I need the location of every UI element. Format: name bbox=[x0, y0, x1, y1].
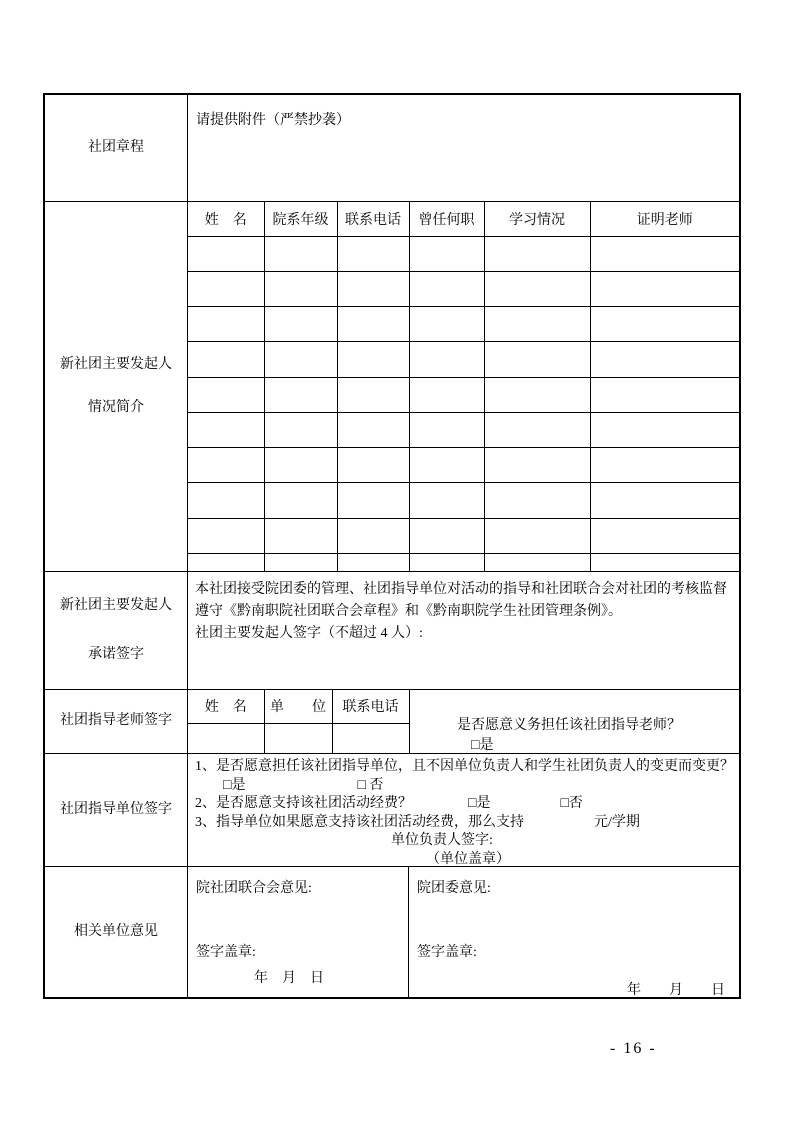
founders-pledge-label-line2: 承诺签字 bbox=[88, 646, 144, 662]
founders-input-cell[interactable] bbox=[188, 412, 264, 447]
founders-pledge-text bbox=[188, 572, 739, 645]
form-row-founders-intro bbox=[45, 202, 739, 572]
founders-empty-row bbox=[188, 342, 739, 377]
form-row-advisor-unit-sign bbox=[45, 754, 739, 867]
club-federation-sign-stamp-prompt: 签字盖章: bbox=[196, 945, 256, 960]
advisor-col-name: 姓 名 bbox=[188, 690, 264, 723]
founders-empty-row bbox=[188, 553, 739, 571]
founders-input-cell[interactable] bbox=[188, 553, 264, 571]
founders-input-cell[interactable] bbox=[484, 518, 590, 553]
club-registration-form-table bbox=[43, 93, 741, 999]
unit-stamp-prompt: （单位盖章） bbox=[195, 851, 510, 866]
founders-input-cell[interactable] bbox=[590, 236, 739, 271]
advisor-question-text: 是否愿意义务担任该社团指导老师？ bbox=[457, 718, 681, 733]
founders-input-cell[interactable] bbox=[337, 377, 409, 412]
founders-empty-row bbox=[188, 483, 739, 518]
related-opinions-label-text: 相关单位意见 bbox=[74, 923, 158, 939]
charter-content-cell[interactable] bbox=[188, 95, 739, 201]
advisor-unit-cell bbox=[188, 754, 739, 866]
founders-input-cell[interactable] bbox=[409, 236, 484, 271]
founders-input-cell[interactable] bbox=[337, 236, 409, 271]
founders-input-cell[interactable] bbox=[484, 448, 590, 483]
charter-row-label bbox=[45, 95, 188, 201]
founders-input-cell[interactable] bbox=[264, 518, 337, 553]
founders-pledge-row-label bbox=[45, 572, 188, 689]
unit-question-2-with-checkboxes[interactable]: 2、是否愿意支持该社团活动经费？ □是 □否 bbox=[195, 796, 583, 811]
founders-input-cell[interactable] bbox=[484, 412, 590, 447]
advisor-sign-cell bbox=[188, 690, 739, 753]
charter-label-text: 社团章程 bbox=[88, 139, 144, 155]
founders-input-cell[interactable] bbox=[337, 342, 409, 377]
founders-table bbox=[188, 202, 739, 571]
pledge-line-1: 本社团接受院团委的管理、社团指导单位对活动的指导和社团联合会对社团的考核监督 bbox=[195, 582, 727, 597]
founders-intro-row-label bbox=[45, 202, 188, 571]
founders-input-cell[interactable] bbox=[590, 307, 739, 342]
founders-input-cell[interactable] bbox=[590, 553, 739, 571]
founders-input-cell[interactable] bbox=[484, 236, 590, 271]
founders-input-cell[interactable] bbox=[409, 483, 484, 518]
founders-input-cell[interactable] bbox=[409, 377, 484, 412]
advisor-unit-label-text: 社团指导单位签字 bbox=[60, 801, 172, 817]
form-row-advisor-sign bbox=[45, 690, 739, 754]
founders-input-cell[interactable] bbox=[264, 448, 337, 483]
advisor-phone-input-cell[interactable] bbox=[332, 723, 409, 753]
founders-input-cell[interactable] bbox=[590, 342, 739, 377]
founders-input-cell[interactable] bbox=[484, 377, 590, 412]
advisor-col-phone: 联系电话 bbox=[332, 690, 409, 723]
founders-input-cell[interactable] bbox=[337, 271, 409, 306]
founders-input-cell[interactable] bbox=[590, 518, 739, 553]
founders-input-cell[interactable] bbox=[337, 448, 409, 483]
related-opinions-cell bbox=[188, 867, 739, 997]
founders-input-cell[interactable] bbox=[337, 307, 409, 342]
founders-input-cell[interactable] bbox=[188, 236, 264, 271]
advisor-unit-input-cell[interactable] bbox=[264, 723, 332, 753]
youth-league-opinion-cell[interactable] bbox=[409, 867, 739, 997]
unit-question-3-funding: 3、指导单位如果愿意支持该社团活动经费，那么支持 元/学期 bbox=[195, 814, 640, 830]
founders-input-cell[interactable] bbox=[188, 307, 264, 342]
unit-question-1: 1、是否愿意担任该社团指导单位，且不因单位负责人和学生社团负责人的变更而变更？ bbox=[195, 759, 734, 774]
advisor-sign-label-text: 社团指导老师签字 bbox=[60, 713, 172, 729]
form-row-founders-pledge bbox=[45, 572, 739, 690]
founders-input-cell[interactable] bbox=[264, 377, 337, 412]
founders-input-cell[interactable] bbox=[264, 342, 337, 377]
club-federation-opinion-cell[interactable] bbox=[188, 867, 409, 997]
founders-input-cell[interactable] bbox=[188, 342, 264, 377]
founders-input-cell[interactable] bbox=[264, 553, 337, 571]
founders-empty-row bbox=[188, 271, 739, 306]
founders-input-cell[interactable] bbox=[409, 553, 484, 571]
founders-col-reference-teacher: 证明老师 bbox=[590, 202, 739, 236]
youth-league-opinion-title: 院团委意见: bbox=[417, 881, 491, 896]
founders-input-cell[interactable] bbox=[264, 412, 337, 447]
club-federation-date-line: 年 月 日 bbox=[254, 971, 324, 986]
pledge-line-3-signature-prompt: 社团主要发起人签字（不超过 4 人）: bbox=[195, 626, 423, 641]
founders-col-department-grade: 院系年级 bbox=[264, 202, 337, 236]
club-federation-opinion-title: 院社团联合会意见: bbox=[196, 881, 312, 896]
founders-pledge-cell[interactable] bbox=[188, 572, 739, 689]
founders-table-body bbox=[188, 236, 739, 571]
advisor-question-cell bbox=[409, 690, 739, 753]
founders-col-phone: 联系电话 bbox=[337, 202, 409, 236]
charter-note-text: 请提供附件（严禁抄袭） bbox=[196, 113, 350, 128]
founders-input-cell[interactable] bbox=[484, 307, 590, 342]
founders-input-cell[interactable] bbox=[409, 448, 484, 483]
founders-input-cell[interactable] bbox=[409, 307, 484, 342]
advisor-name-input-cell[interactable] bbox=[188, 723, 264, 753]
advisor-col-unit: 单 位 bbox=[264, 690, 332, 723]
advisor-info-table bbox=[188, 690, 410, 753]
founders-input-cell[interactable] bbox=[337, 412, 409, 447]
advisor-info-table-wrap bbox=[188, 690, 409, 753]
founders-input-cell[interactable] bbox=[590, 483, 739, 518]
advisor-table-header-row bbox=[188, 690, 409, 723]
founders-input-cell[interactable] bbox=[188, 483, 264, 518]
pledge-line-2: 遵守《黔南职院社团联合会章程》和《黔南职院学生社团管理条例》。 bbox=[195, 604, 622, 619]
founders-col-study-status: 学习情况 bbox=[484, 202, 590, 236]
related-opinions-row-label bbox=[45, 867, 188, 997]
founders-intro-label-line2: 情况简介 bbox=[88, 399, 144, 415]
founders-intro-label-line1: 新社团主要发起人 bbox=[60, 356, 172, 372]
founders-input-cell[interactable] bbox=[337, 483, 409, 518]
founders-input-cell[interactable] bbox=[484, 271, 590, 306]
founders-empty-row bbox=[188, 448, 739, 483]
founders-input-cell[interactable] bbox=[590, 377, 739, 412]
form-row-related-opinions bbox=[45, 867, 739, 997]
founders-input-cell[interactable] bbox=[590, 448, 739, 483]
founders-empty-row bbox=[188, 377, 739, 412]
advisor-yes-checkbox[interactable]: □是 bbox=[471, 738, 494, 753]
founders-input-cell[interactable] bbox=[188, 518, 264, 553]
founders-input-cell[interactable] bbox=[409, 271, 484, 306]
founders-pledge-label-line1: 新社团主要发起人 bbox=[60, 597, 172, 613]
founders-input-cell[interactable] bbox=[409, 342, 484, 377]
founders-empty-row bbox=[188, 518, 739, 553]
form-row-charter bbox=[45, 95, 739, 202]
founders-input-cell[interactable] bbox=[264, 307, 337, 342]
unit-question-1-checkboxes[interactable]: □是 □ 否 bbox=[195, 777, 384, 793]
founders-input-cell[interactable] bbox=[188, 271, 264, 306]
founders-input-cell[interactable] bbox=[264, 271, 337, 306]
founders-input-cell[interactable] bbox=[409, 518, 484, 553]
founders-input-cell[interactable] bbox=[409, 412, 484, 447]
founders-input-cell[interactable] bbox=[264, 236, 337, 271]
founders-col-name: 姓 名 bbox=[188, 202, 264, 236]
founders-input-cell[interactable] bbox=[337, 553, 409, 571]
founders-input-cell[interactable] bbox=[484, 553, 590, 571]
founders-empty-row bbox=[188, 412, 739, 447]
founders-empty-row bbox=[188, 307, 739, 342]
founders-table-header-row bbox=[188, 202, 739, 236]
youth-league-sign-stamp-prompt: 签字盖章: bbox=[417, 945, 477, 960]
advisor-table-empty-row bbox=[188, 723, 409, 753]
founders-input-cell[interactable] bbox=[337, 518, 409, 553]
founders-input-cell[interactable] bbox=[484, 483, 590, 518]
founders-input-cell[interactable] bbox=[188, 377, 264, 412]
advisor-sign-row-label bbox=[45, 690, 188, 753]
founders-empty-row bbox=[188, 236, 739, 271]
founders-input-cell[interactable] bbox=[188, 448, 264, 483]
youth-league-date-line: 年 月 日 bbox=[627, 983, 725, 997]
advisor-question-line bbox=[415, 698, 735, 753]
founders-input-cell[interactable] bbox=[264, 483, 337, 518]
advisor-unit-row-label bbox=[45, 754, 188, 866]
advisor-unit-questions bbox=[188, 754, 739, 866]
founders-input-cell[interactable] bbox=[484, 342, 590, 377]
founders-input-cell[interactable] bbox=[590, 271, 739, 306]
founders-input-cell[interactable] bbox=[590, 412, 739, 447]
founders-table-cell bbox=[188, 202, 739, 571]
page-number: - 16 - bbox=[610, 1040, 657, 1057]
unit-head-signature-prompt: 单位负责人签字: bbox=[195, 833, 493, 848]
founders-col-past-position: 曾任何职 bbox=[409, 202, 484, 236]
